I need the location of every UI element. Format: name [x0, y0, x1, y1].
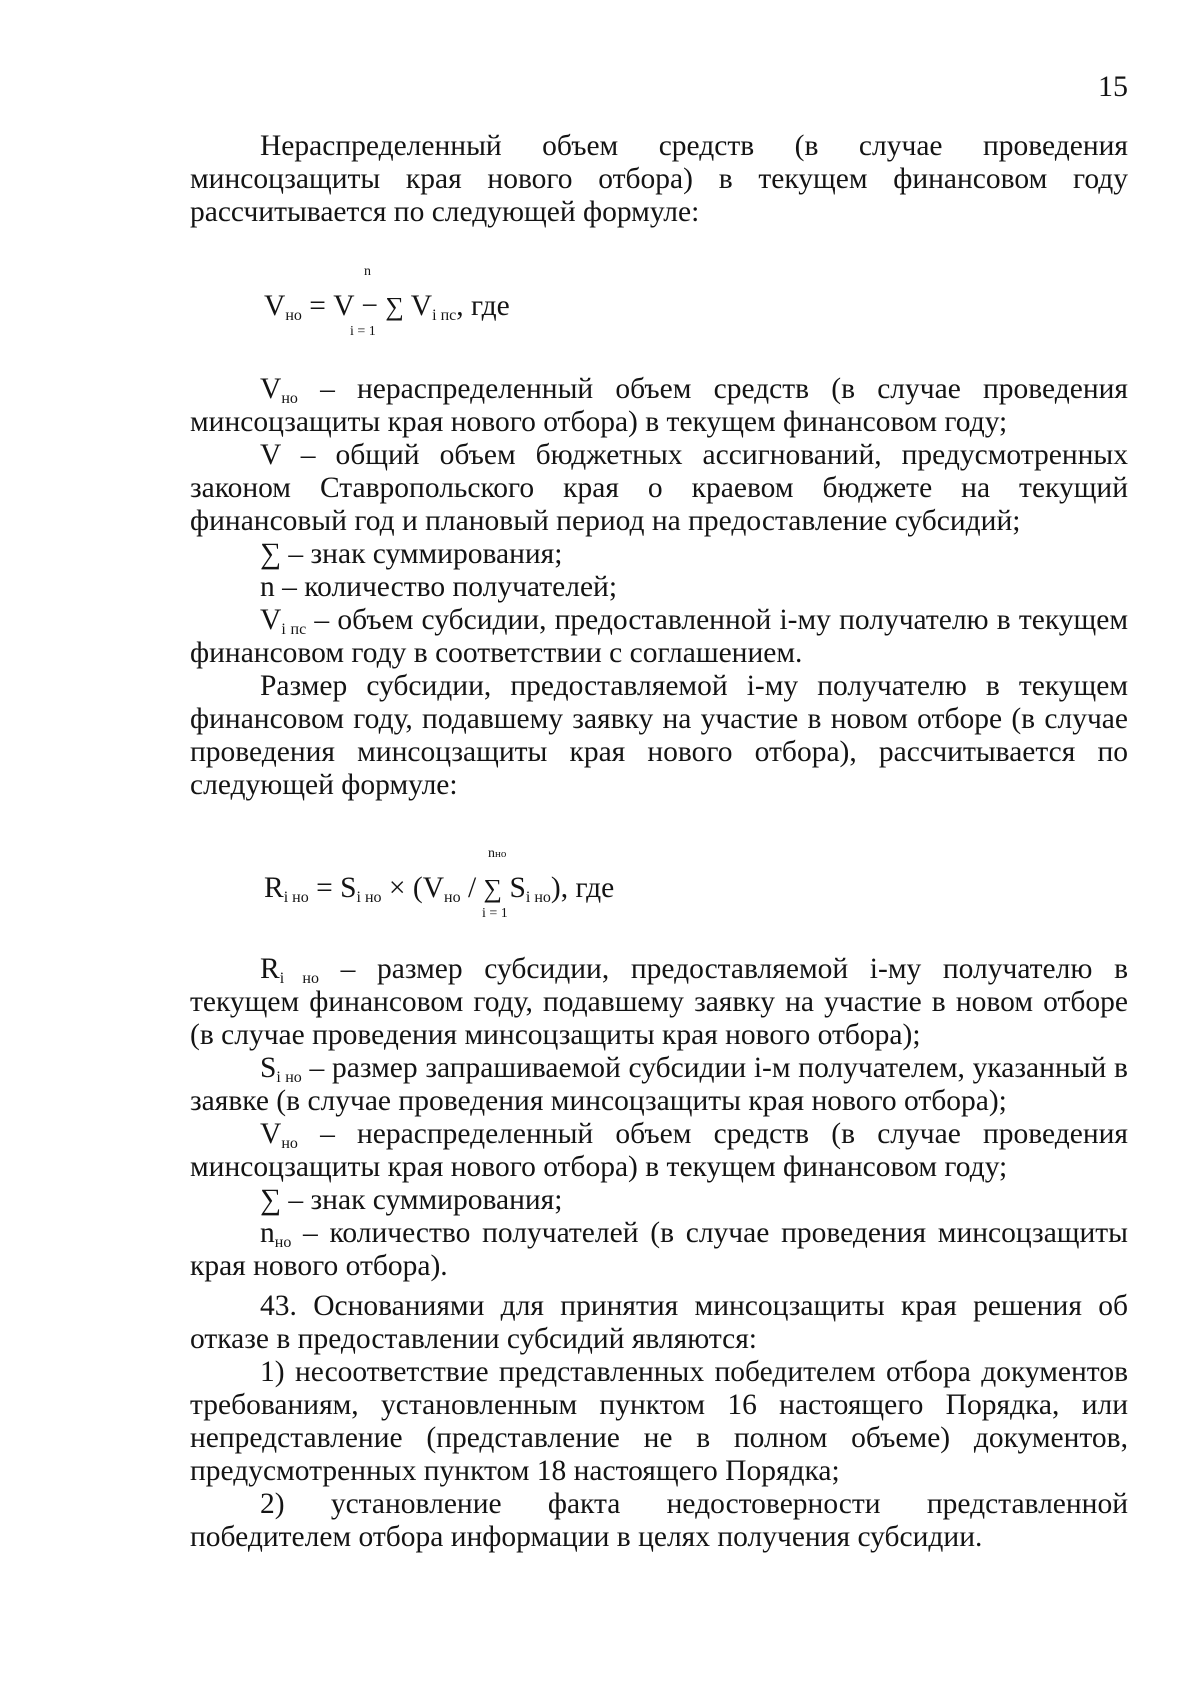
formula1-lhs: $V_{но}$ — [264, 290, 302, 324]
intro-block — [190, 130, 1128, 229]
formula-unallocated-volume — [264, 264, 510, 339]
formula2-lower-limit: i = 1 — [482, 906, 508, 921]
section-43-block — [190, 1290, 1128, 1554]
definitions-block-2 — [190, 953, 1128, 1283]
definition-item: $n_{но}$ – количество получателей (в случае проведения минсоцзащиты края нового отбора). — [190, 1217, 1128, 1282]
sigma-symbol: ∑ — [483, 874, 503, 903]
definition-item: $V_{но}$ – нераспределенный объем средств (в случае проведения минсоцзащиты края нового отбора) в текущем финансовом году; — [190, 1118, 1128, 1183]
formula-subsidy-size: $R_{i но} = S_{i но} \times (V_{но}$ / ∑ $S_{i но}$), где nно i = 1 — [264, 846, 615, 921]
formula1-term: $V_{i пс}$ — [403, 290, 457, 324]
definition-item: ∑ – знак суммирования; — [260, 1184, 563, 1216]
page-number: 15 — [1098, 70, 1128, 103]
paragraph-subsidy-size: Размер субсидии, предоставляемой i-му получателю в текущем финансовом году, подавшему заявку на участие в новом отборе (в случае проведения минсоцзащиты края нового отбора), рассчитывается по следующей формуле: — [190, 670, 1128, 801]
definition-item: $V_{но}$ – нераспределенный объем средств (в случае проведения минсоцзащиты края нового отбора) в текущем финансовом году; — [190, 373, 1128, 438]
definition-item: V – общий объем бюджетных ассигнований, предусмотренных законом Ставропольского края о краевом бюджете на текущий финансовый год и плановый период на предоставление субсидий; — [190, 439, 1128, 537]
definition-item: $S_{i но}$ – размер запрашиваемой субсидии i-м получателем, указанный в заявке (в случае проведения минсоцзащиты края нового отбора); — [190, 1052, 1128, 1117]
formula1-eq: = V − — [301, 290, 386, 322]
formula1-tail: , где — [456, 290, 510, 322]
definitions-block-1 — [190, 373, 1128, 802]
formula1-lower-limit: i = 1 — [350, 324, 376, 339]
definition-item: n – количество получателей; — [260, 571, 618, 603]
definition-item: ∑ – знак суммирования; — [260, 538, 563, 570]
list-item-2: 2) установление факта недостоверности представленной победителем отбора информации в целях получения субсидии. — [190, 1488, 1128, 1553]
list-item-1: 1) несоответствие представленных победителем отбора документов требованиям, установленным пунктом 16 настоящего Порядка, или непредставление (представление не в полном объеме) документов, предусмотренных пунктом 18 настоящего Порядка; — [190, 1356, 1128, 1487]
definition-item: $V_{i пс}$ – объем субсидии, предоставленной i-му получателю в текущем финансовом году в соответствии с соглашением. — [190, 604, 1129, 669]
intro-paragraph: Нераспределенный объем средств (в случае проведения минсоцзащиты края нового отбора) в текущем финансовом году рассчитывается по следующей формуле: — [190, 130, 1128, 228]
section-43-heading: 43. Основаниями для принятия минсоцзащиты края решения об отказе в предоставлении субсидий являются: — [190, 1290, 1128, 1355]
formula2-upper-limit: nно — [488, 846, 507, 861]
formula1-upper-limit: n — [364, 264, 371, 279]
sigma-symbol: ∑ — [385, 292, 404, 321]
definition-item: $R_{i но}$ – размер субсидии, предоставляемой i-му получателю в текущем финансовом году, подавшему заявку на участие в новом отборе (в случае проведения минсоцзащиты края нового отбора); — [190, 953, 1128, 1051]
formula2-lhs: $R_{i но}$ — [264, 872, 309, 906]
